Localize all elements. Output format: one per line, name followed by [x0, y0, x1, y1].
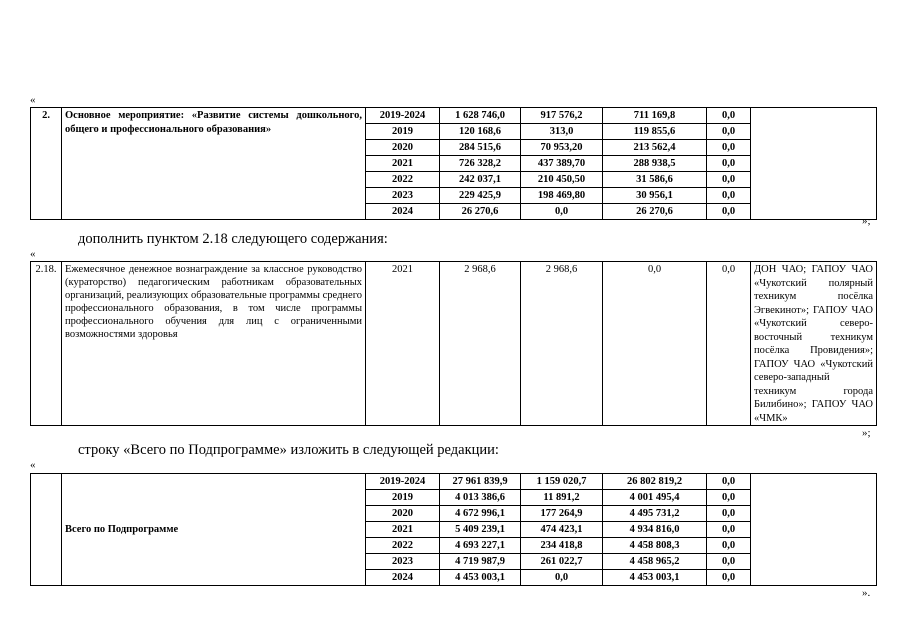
item-col1: 2 968,6 [521, 262, 603, 426]
item-total: 2 968,6 [440, 262, 521, 426]
year-cell: 2020 [366, 506, 440, 522]
open-quote-3: « [30, 459, 36, 471]
year-cell: 2021 [366, 156, 440, 172]
row-title: Всего по Подпрограмме [62, 474, 366, 586]
col1-cell: 1 159 020,7 [521, 474, 603, 490]
col3-cell: 0,0 [707, 188, 751, 204]
col2-cell: 4 001 495,4 [603, 490, 707, 506]
col1-cell: 0,0 [521, 204, 603, 220]
col1-cell: 474 423,1 [521, 522, 603, 538]
close-quote-1: »; [862, 215, 871, 227]
total-cell: 1 628 746,0 [440, 108, 521, 124]
total-cell: 242 037,1 [440, 172, 521, 188]
col3-cell: 0,0 [707, 108, 751, 124]
col3-cell: 0,0 [707, 124, 751, 140]
col3-cell: 0,0 [707, 570, 751, 586]
total-cell: 5 409 239,1 [440, 522, 521, 538]
col3-cell: 0,0 [707, 538, 751, 554]
year-cell: 2023 [366, 188, 440, 204]
total-cell: 120 168,6 [440, 124, 521, 140]
item-year: 2021 [366, 262, 440, 426]
total-cell: 4 013 386,6 [440, 490, 521, 506]
year-cell: 2022 [366, 172, 440, 188]
col2-cell: 26 270,6 [603, 204, 707, 220]
paragraph-add-item: дополнить пунктом 2.18 следующего содержания: [78, 231, 388, 247]
col1-cell: 11 891,2 [521, 490, 603, 506]
col1-cell: 210 450,50 [521, 172, 603, 188]
col2-cell: 4 458 808,3 [603, 538, 707, 554]
item-col2: 0,0 [603, 262, 707, 426]
col1-cell: 0,0 [521, 570, 603, 586]
item-title: Ежемесячное денежное вознаграждение за классное руководство (кураторство) педагогическим работникам образовательных организаций, реализующих образовательные программы среднего профессионального образования, в том числе программы профессионального обучения для лиц с ограниченными возможностями здоровья [62, 262, 366, 426]
col1-cell: 437 389,70 [521, 156, 603, 172]
total-cell: 4 693 227,1 [440, 538, 521, 554]
year-cell: 2024 [366, 570, 440, 586]
col2-cell: 4 453 003,1 [603, 570, 707, 586]
col2-cell: 4 934 816,0 [603, 522, 707, 538]
close-quote-3: ». [862, 587, 871, 599]
col3-cell: 0,0 [707, 522, 751, 538]
table-row [31, 262, 877, 426]
col2-cell: 4 458 965,2 [603, 554, 707, 570]
open-quote-2: « [30, 248, 36, 260]
row-number: 2. [31, 108, 62, 220]
col1-cell: 261 022,7 [521, 554, 603, 570]
year-cell: 2019 [366, 490, 440, 506]
year-cell: 2020 [366, 140, 440, 156]
item-col3: 0,0 [707, 262, 751, 426]
col3-cell: 0,0 [707, 156, 751, 172]
row-title: Основное мероприятие: «Развитие системы дошкольного, общего и профессионального образования» [62, 108, 366, 220]
total-cell: 4 672 996,1 [440, 506, 521, 522]
responsible-empty [751, 108, 877, 220]
col1-cell: 70 953,20 [521, 140, 603, 156]
year-cell: 2019-2024 [366, 474, 440, 490]
col2-cell: 119 855,6 [603, 124, 707, 140]
year-cell: 2023 [366, 554, 440, 570]
table-row [31, 474, 877, 490]
year-cell: 2019-2024 [366, 108, 440, 124]
col2-cell: 288 938,5 [603, 156, 707, 172]
close-quote-2: »; [862, 427, 871, 439]
col2-cell: 31 586,6 [603, 172, 707, 188]
total-cell: 284 515,6 [440, 140, 521, 156]
table-item-2-18 [30, 261, 877, 426]
col2-cell: 213 562,4 [603, 140, 707, 156]
year-cell: 2019 [366, 124, 440, 140]
year-cell: 2021 [366, 522, 440, 538]
total-cell: 4 719 987,9 [440, 554, 521, 570]
table-row [31, 108, 877, 124]
total-cell: 4 453 003,1 [440, 570, 521, 586]
col1-cell: 198 469,80 [521, 188, 603, 204]
col3-cell: 0,0 [707, 204, 751, 220]
table-main-activity [30, 107, 877, 220]
total-cell: 26 270,6 [440, 204, 521, 220]
total-cell: 726 328,2 [440, 156, 521, 172]
col2-cell: 26 802 819,2 [603, 474, 707, 490]
paragraph-replace-total: строку «Всего по Подпрограмме» изложить в следующей редакции: [78, 442, 499, 458]
col1-cell: 234 418,8 [521, 538, 603, 554]
open-quote-1: « [30, 94, 36, 106]
col3-cell: 0,0 [707, 554, 751, 570]
item-responsible: ДОН ЧАО; ГАПОУ ЧАО «Чукотский полярный техникум посёлка Эгвекинот»; ГАПОУ ЧАО «Чукотский северо-восточный техникум посёлка Провидения»; ГАПОУ ЧАО «Чукотский северо-западный техникум города Билибино»; ГАПОУ ЧАО «ЧМК» [751, 262, 877, 426]
responsible-empty [751, 474, 877, 586]
col3-cell: 0,0 [707, 506, 751, 522]
row-number [31, 474, 62, 586]
col1-cell: 917 576,2 [521, 108, 603, 124]
total-cell: 27 961 839,9 [440, 474, 521, 490]
col2-cell: 711 169,8 [603, 108, 707, 124]
col1-cell: 313,0 [521, 124, 603, 140]
col3-cell: 0,0 [707, 474, 751, 490]
col3-cell: 0,0 [707, 490, 751, 506]
table-total [30, 473, 877, 586]
item-number: 2.18. [31, 262, 62, 426]
col2-cell: 4 495 731,2 [603, 506, 707, 522]
year-cell: 2022 [366, 538, 440, 554]
col1-cell: 177 264,9 [521, 506, 603, 522]
year-cell: 2024 [366, 204, 440, 220]
total-cell: 229 425,9 [440, 188, 521, 204]
col2-cell: 30 956,1 [603, 188, 707, 204]
col3-cell: 0,0 [707, 140, 751, 156]
col3-cell: 0,0 [707, 172, 751, 188]
